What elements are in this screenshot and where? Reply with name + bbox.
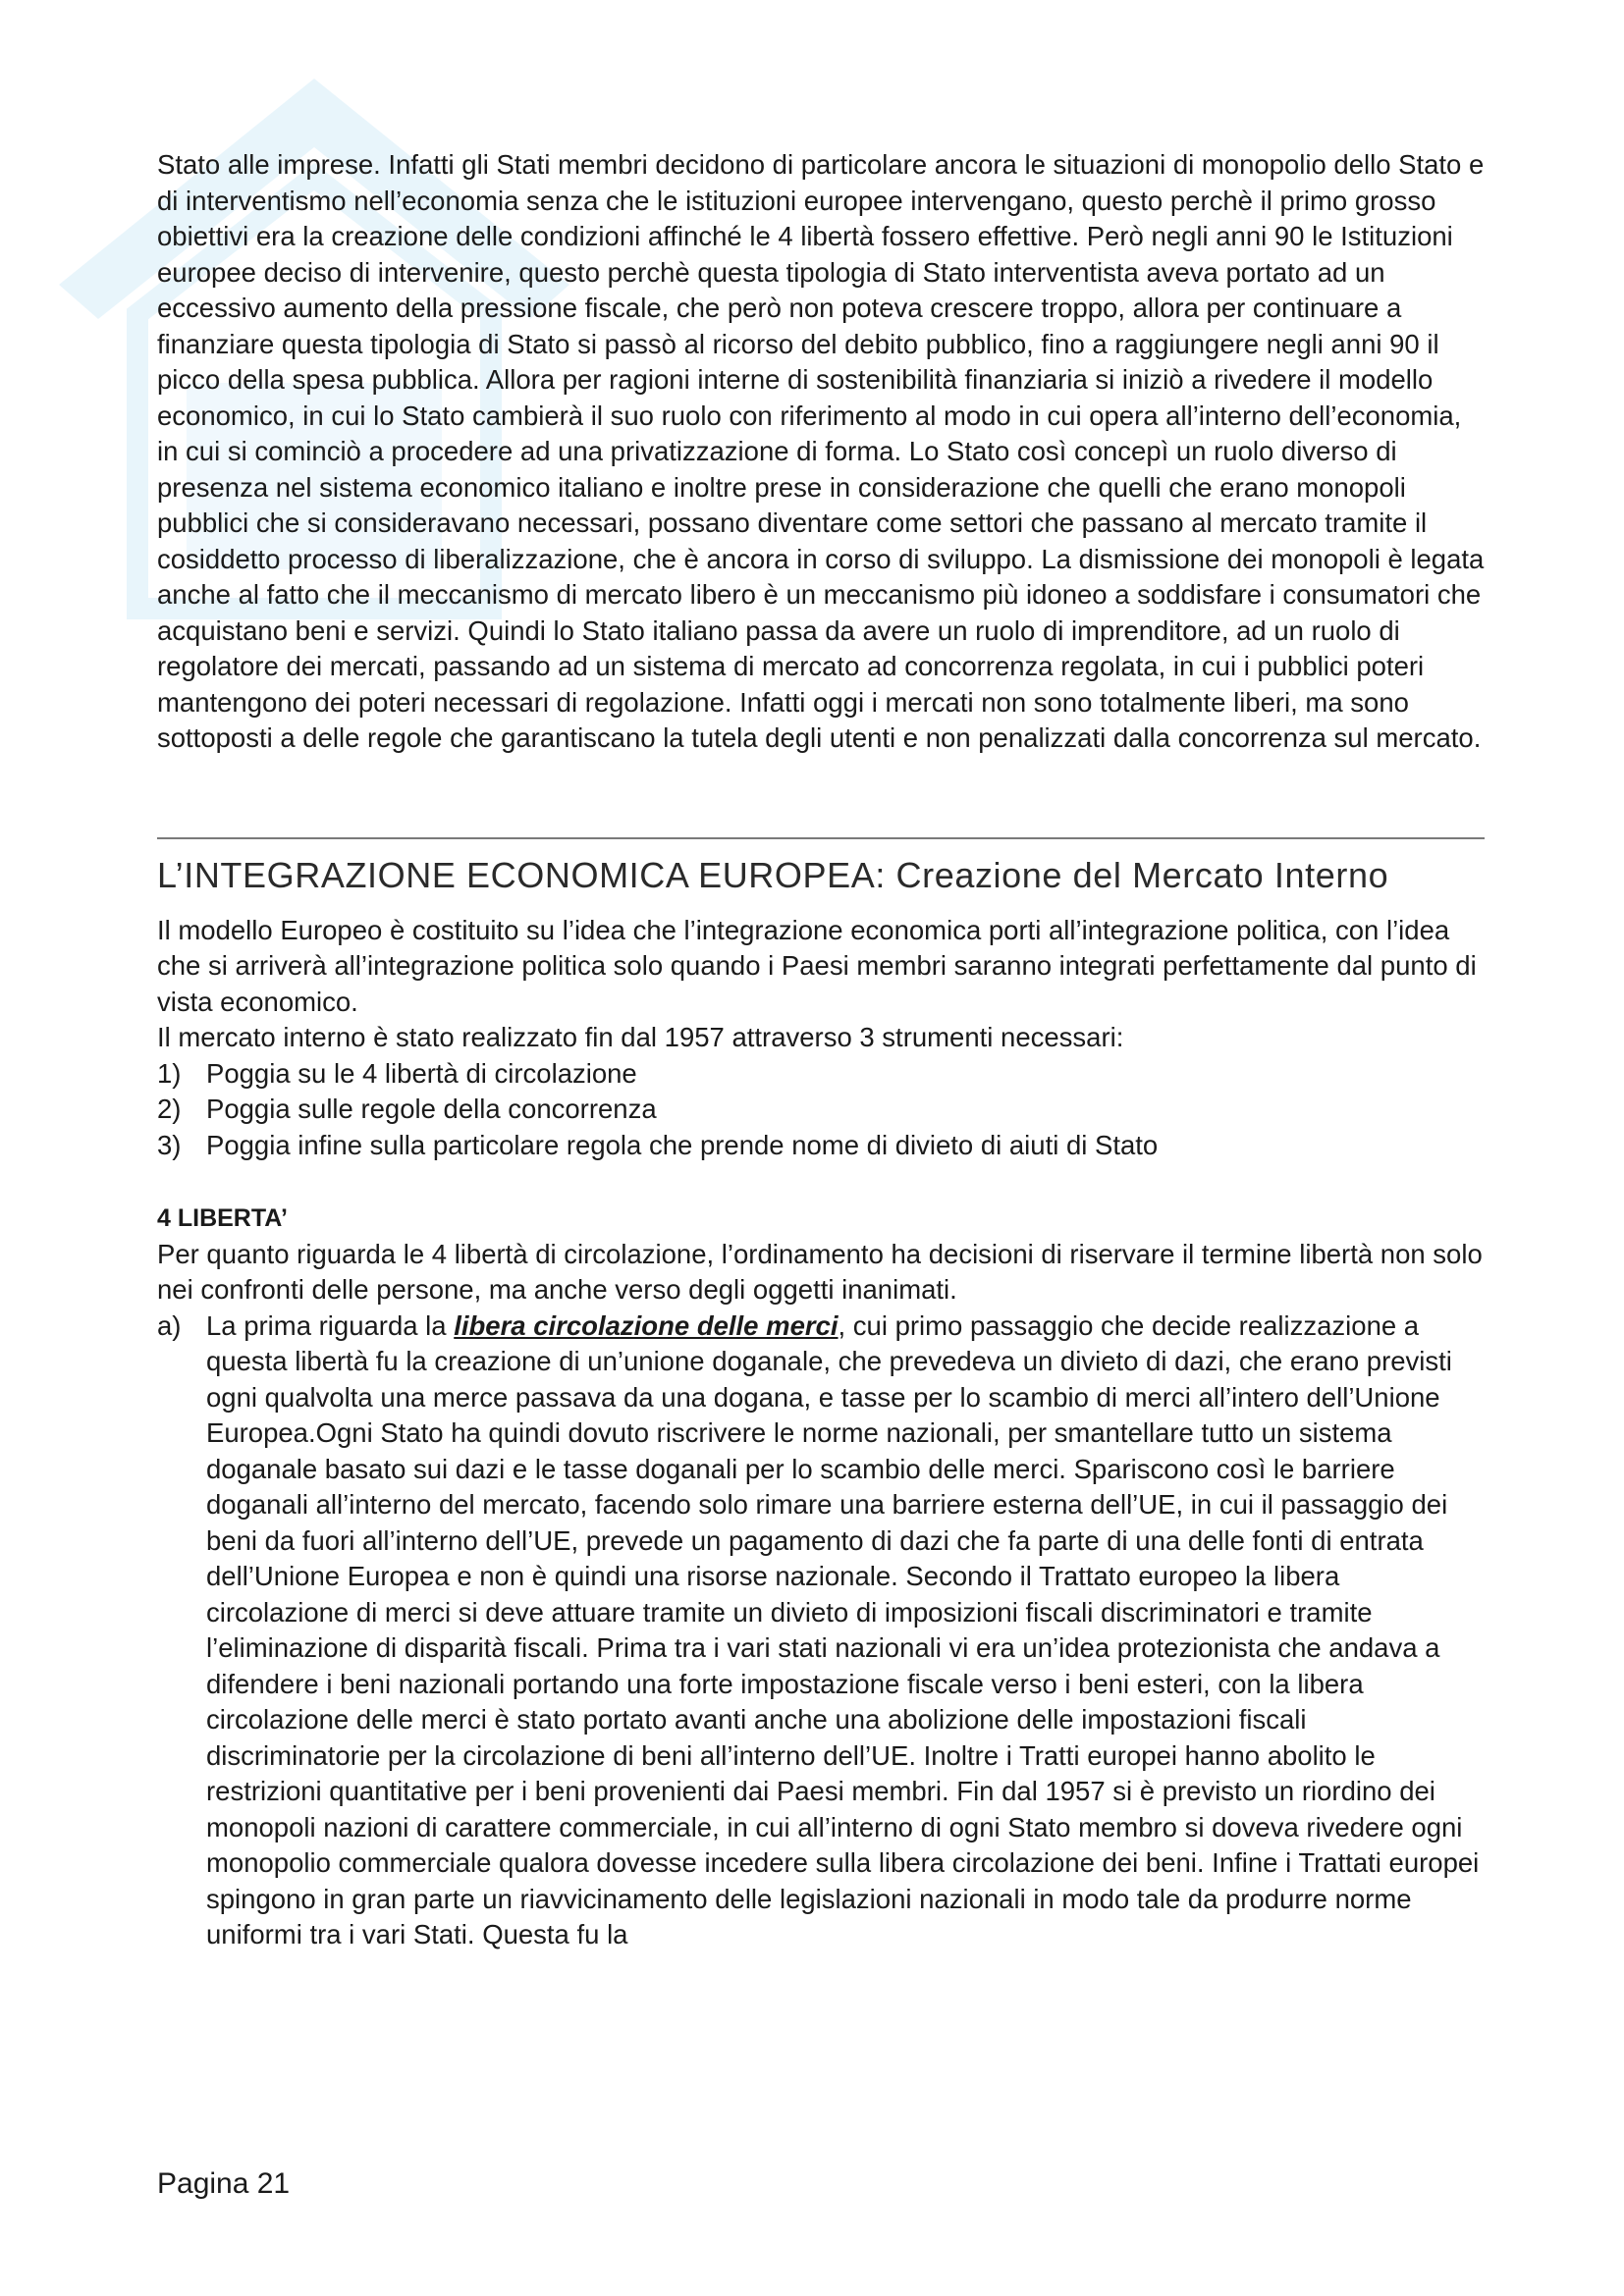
list-item-text-before: La prima riguarda la bbox=[206, 1309, 455, 1341]
page-number: Pagina 21 bbox=[157, 2167, 291, 2200]
section-paragraph: Il modello Europeo è costituito su l’idea che l’integrazione economica porti all’integrazione politica, con l’idea che si arriverà all’integrazione politica solo quando i Paesi membri saranno integrati perfettamente dal punto di vista economico. bbox=[157, 914, 1477, 1017]
list-item-number: a) bbox=[157, 1309, 182, 1341]
liberta-list bbox=[157, 1308, 1485, 1953]
highlighted-term: libera circolazione delle merci bbox=[454, 1309, 839, 1341]
list-item-text: Poggia infine sulla particolare regola che prende nome di divieto di aiuti di Stato bbox=[206, 1129, 1159, 1160]
intro-paragraph: Stato alle imprese. Infatti gli Stati membri decidono di particolare ancora le situazioni di monopolio dello Stato e di interventismo nell’economia senza che le istituzioni europee intervengano, questo perchè il primo grosso obiettivi era la creazione delle condizioni affinché le 4 libertà fossero effettive. Però negli anni 90 le Istituzioni europee deciso di intervenire, questo perchè questa tipologia di Stato interventista aveva portato ad un eccessivo aumento della pressione fiscale, che però non poteva crescere troppo, allora per continuare a finanziare questa tipologia di Stato si passò al ricorso del debito pubblico, fino a raggiungere negli anni 90 il picco della spesa pubblica. Allora per ragioni interne di sostenibilità finanziaria si iniziò a rivedere il modello economico, in cui lo Stato cambierà il suo ruolo con riferimento al modo in cui opera all’interno dell’economia, in cui si cominciò a procedere ad una privatizzazione di forma. Lo Stato così concepì un ruolo diverso di presenza nel sistema economico italiano e inoltre prese in considerazione che quelli che erano monopoli pubblici che si consideravano necessari, possano diventare come settori che passano al mercato tramite il cosiddetto processo di liberalizzazione, che è ancora in corso di sviluppo. La dismissione dei monopoli è legata anche al fatto che il meccanismo di mercato libero è un meccanismo più idoneo a soddisfare i consumatori che acquistano beni e servizi. Quindi lo Stato italiano passa da avere un ruolo di imprenditore, ad un ruolo di regolatore dei mercati, passando ad un sistema di mercato ad concorrenza regolata, in cui i pubblici poteri mantengono dei poteri necessari di regolazione. Infatti oggi i mercati non sono totalmente liberi, ma sono sottoposti a delle regole che garantiscano la tutela degli utenti e non penalizzati dalla concorrenza sul mercato. bbox=[157, 149, 1485, 753]
liberta-heading: 4 LIBERTA’ bbox=[157, 1204, 288, 1232]
list-item-text-after: , cui primo passaggio che decide realizzazione a questa libertà fu la creazione di un’unione doganale, che prevedeva un divieto di dazi, che erano previsti ogni qualvolta una merce passava da una dogana, e tasse per lo scambio di merci all’intero dell’Unione Europea.Ogni Stato ha quindi dovuto riscrivere le norme nazionali, per smantellare tutto un sistema doganale basato sui dazi e le tasse doganali per lo scambio delle merci. Spariscono così le barriere doganali all’interno del mercato, facendo solo rimare una barriere esterna dell’UE, in cui il passaggio dei beni da fuori all’interno dell’UE, prevede un pagamento di dazi che fa parte di una delle fonti di entrata dell’Unione Europea e non è quindi una risorse nazionale. Secondo il Trattato europeo la libera circolazione di merci si deve attuare tramite un divieto di imposizioni fiscali discriminatori e tramite l’eliminazione di disparità fiscali. Prima tra i vari stati nazionali vi era un’idea protezionista che andava a difendere i beni nazionali portando una forte impostazione fiscale verso i beni esteri, con la libera circolazione delle merci è stato portato avanti anche una abolizione delle impostazioni fiscali discriminatorie per la circolazione di beni all’interno dell’UE. Inoltre i Tratti europei hanno abolito le restrizioni quantitative per i beni provenienti dai Paesi membri. Fin dal 1957 si è previsto un riordino dei monopoli nazioni di carattere commerciale, in cui all’interno di ogni Stato membro si doveva rivedere ogni monopolio commerciale qualora dovesse incedere sulla libera circolazione dei beni. Infine i Trattati europei spingono in gran parte un riavvicinamento delle legislazioni nazionali in modo tale da produrre norme uniformi tra i vari Stati. Questa fu la bbox=[206, 1309, 1480, 1949]
instruments-list bbox=[157, 1056, 1485, 1164]
list-item-number: 1) bbox=[157, 1057, 182, 1089]
list-item bbox=[157, 1092, 1485, 1128]
section-title: L’INTEGRAZIONE ECONOMICA EUROPEA: Creazione del Mercato Interno bbox=[157, 854, 1389, 895]
list-item-text: Poggia sulle regole della concorrenza bbox=[206, 1094, 657, 1124]
list-item bbox=[157, 1308, 1485, 1953]
list-item bbox=[157, 1128, 1485, 1164]
instruments-intro: Il mercato interno è stato realizzato fin dal 1957 attraverso 3 strumenti necessari: bbox=[157, 1022, 1124, 1052]
list-item-number: 3) bbox=[157, 1129, 182, 1160]
liberta-intro: Per quanto riguarda le 4 libertà di circolazione, l’ordinamento ha decisioni di riservare il termine libertà non solo nei confronti delle persone, ma anche verso degli oggetti inanimati. bbox=[157, 1238, 1483, 1305]
page-content bbox=[157, 147, 1485, 1953]
list-item-number: 2) bbox=[157, 1094, 182, 1124]
list-item bbox=[157, 1056, 1485, 1093]
list-item-text: Poggia su le 4 libertà di circolazione bbox=[206, 1057, 637, 1089]
section-divider bbox=[157, 837, 1485, 839]
